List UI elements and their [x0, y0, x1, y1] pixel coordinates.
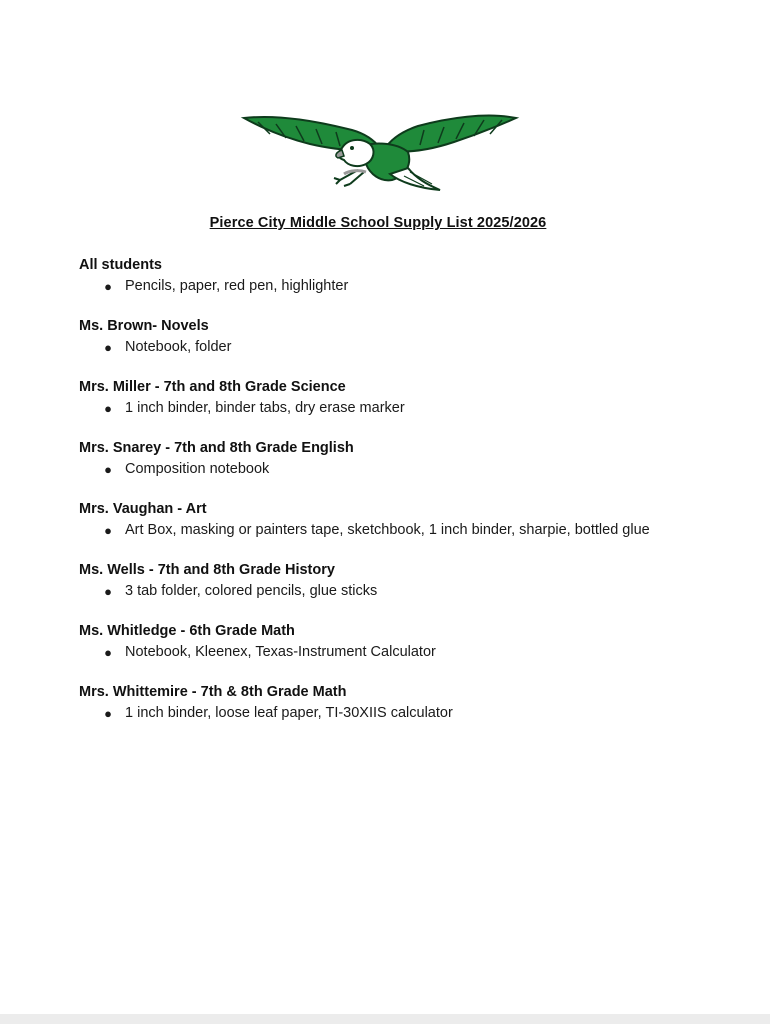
bullet-icon: ● — [104, 401, 112, 416]
list-item — [79, 581, 679, 602]
list-item — [79, 337, 679, 358]
section-heading: Mrs. Miller - 7th and 8th Grade Science — [79, 379, 346, 395]
item-list — [79, 520, 679, 541]
section-heading: All students — [79, 257, 162, 273]
item-text: Notebook, folder — [125, 339, 232, 355]
eagle-icon — [240, 108, 520, 194]
item-list — [79, 459, 679, 480]
list-item — [79, 398, 679, 419]
bullet-icon: ● — [104, 523, 112, 538]
section-heading: Mrs. Whittemire - 7th & 8th Grade Math — [79, 684, 347, 700]
item-list — [79, 276, 679, 297]
supply-sections — [79, 256, 679, 744]
item-list — [79, 398, 679, 419]
section-ms-whitledge — [79, 622, 679, 663]
section-mrs-miller — [79, 378, 679, 419]
item-list — [79, 642, 679, 663]
item-list — [79, 581, 679, 602]
bullet-icon: ● — [104, 279, 112, 294]
item-text: Pencils, paper, red pen, highlighter — [125, 278, 349, 294]
section-all-students — [79, 256, 679, 297]
bullet-icon: ● — [104, 584, 112, 599]
section-heading: Ms. Brown- Novels — [79, 318, 209, 334]
section-ms-brown — [79, 317, 679, 358]
bullet-icon: ● — [104, 340, 112, 355]
bullet-icon: ● — [104, 645, 112, 660]
section-mrs-snarey — [79, 439, 679, 480]
section-heading: Mrs. Vaughan - Art — [79, 501, 207, 517]
item-text: Art Box, masking or painters tape, sketchbook, 1 inch binder, sharpie, bottled glue — [125, 522, 650, 538]
bullet-icon: ● — [104, 706, 112, 721]
item-list — [79, 703, 679, 724]
viewer-bottom-strip — [0, 1014, 770, 1024]
page-title: Pierce City Middle School Supply List 2025/2026 — [209, 215, 547, 231]
list-item — [79, 642, 679, 663]
list-item — [79, 520, 679, 541]
item-list — [79, 337, 679, 358]
section-heading: Ms. Whitledge - 6th Grade Math — [79, 623, 295, 639]
item-text: Notebook, Kleenex, Texas-Instrument Calculator — [125, 644, 436, 660]
list-item — [79, 703, 679, 724]
list-item — [79, 276, 679, 297]
section-mrs-vaughan — [79, 500, 679, 541]
item-text: 3 tab folder, colored pencils, glue sticks — [125, 583, 378, 599]
item-text: Composition notebook — [125, 461, 270, 477]
section-heading: Ms. Wells - 7th and 8th Grade History — [79, 562, 335, 578]
bullet-icon: ● — [104, 462, 112, 477]
section-ms-wells — [79, 561, 679, 602]
list-item — [79, 459, 679, 480]
section-heading: Mrs. Snarey - 7th and 8th Grade English — [79, 440, 354, 456]
item-text: 1 inch binder, binder tabs, dry erase marker — [125, 400, 405, 416]
section-mrs-whittemire — [79, 683, 679, 724]
item-text: 1 inch binder, loose leaf paper, TI-30XIIS calculator — [125, 705, 453, 721]
